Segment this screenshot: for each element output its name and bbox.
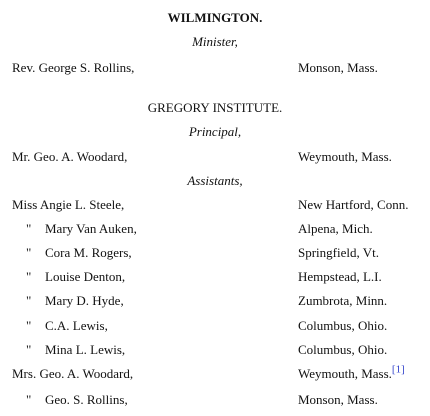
list-item (0, 60, 430, 78)
list-item (0, 392, 430, 410)
entry-place: Weymouth, Mass. (298, 149, 392, 164)
list-item (0, 197, 430, 215)
entry-place: Alpena, Mich. (298, 221, 373, 236)
entry-name: Miss Angie L. Steele, (12, 197, 125, 212)
entry-place: Monson, Mass. (298, 60, 378, 75)
footnote-link[interactable]: [1] (391, 363, 405, 376)
entry-place: Hempstead, L.I. (298, 269, 382, 284)
entry-place: New Hartford, Conn. (298, 197, 409, 212)
entry-name: Mina L. Lewis, (45, 342, 126, 357)
role-assistants: Assistants, (187, 173, 243, 188)
section-title-wilmington: WILMINGTON. (167, 10, 263, 25)
ditto-mark: " (26, 293, 32, 308)
ditto-mark: " (26, 269, 32, 284)
entry-place (298, 363, 405, 382)
list-item (0, 293, 430, 311)
entry-place: Monson, Mass. (298, 392, 378, 407)
entry-name: Louise Denton, (45, 269, 126, 284)
entry-name: Cora M. Rogers, (45, 245, 132, 260)
list-item (0, 318, 430, 336)
entry-name: Mary D. Hyde, (45, 293, 124, 308)
entry-place: Springfield, Vt. (298, 245, 380, 260)
ditto-mark: " (26, 392, 32, 407)
entry-place: Columbus, Ohio. (298, 342, 388, 357)
entry-name: C.A. Lewis, (45, 318, 108, 333)
entry-place: Columbus, Ohio. (298, 318, 388, 333)
role-principal: Principal, (188, 124, 242, 139)
role-minister: Minister, (192, 34, 238, 49)
entry-name: Mrs. Geo. A. Woodard, (12, 366, 134, 381)
entry-name: Geo. S. Rollins, (45, 392, 128, 407)
entry-place: Zumbrota, Minn. (298, 293, 388, 308)
section-title-gregory-institute: GREGORY INSTITUTE. (147, 100, 283, 115)
list-item (0, 342, 430, 360)
entry-place-text: Weymouth, Mass. (298, 366, 392, 381)
list-item (0, 269, 430, 287)
entry-name: Mary Van Auken, (45, 221, 137, 236)
ditto-mark: " (26, 318, 32, 333)
ditto-mark: " (26, 221, 32, 236)
list-item (0, 245, 430, 263)
entry-name: Rev. George S. Rollins, (12, 60, 135, 75)
list-item (0, 149, 430, 167)
list-item (0, 363, 430, 384)
entry-name: Mr. Geo. A. Woodard, (12, 149, 128, 164)
ditto-mark: " (26, 245, 32, 260)
list-item (0, 221, 430, 239)
ditto-mark: " (26, 342, 32, 357)
